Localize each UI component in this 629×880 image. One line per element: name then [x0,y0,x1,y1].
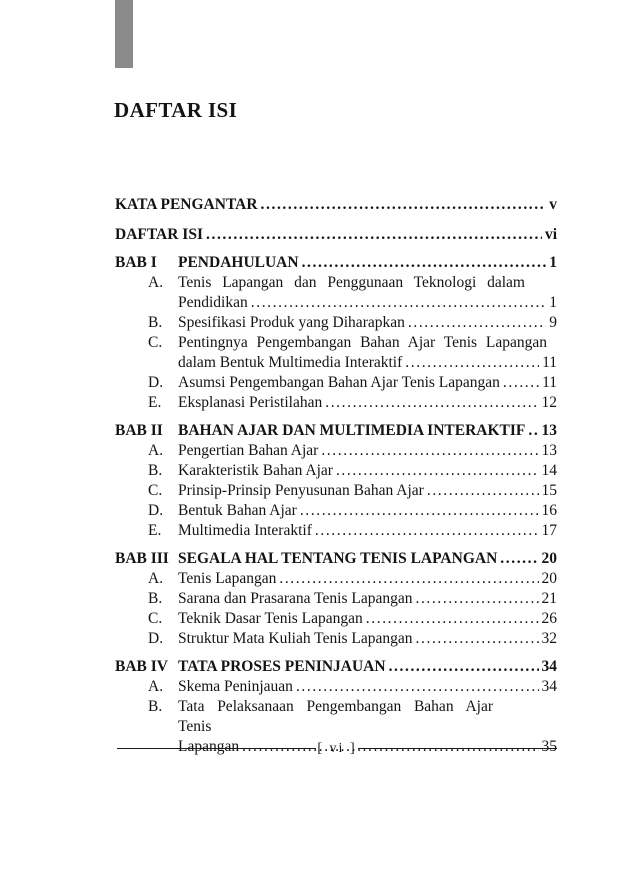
page-title: DAFTAR ISI [114,98,238,123]
toc-row-front-matter [115,195,557,215]
toc-page-number: 1 [549,294,557,311]
footer-rule-right [358,748,557,749]
subentry-letter: E. [148,394,162,411]
subentry-label: Eksplanasi Peristilahan [178,394,323,411]
subentry-text-block [178,273,557,313]
chapter-number: BAB IV [115,658,168,675]
dot-leader [315,521,539,541]
footer-page-number: [ vi ] [317,740,357,756]
toc-page-number: 13 [541,442,557,459]
subentry-letter: C. [148,610,163,627]
subentry-letter: C. [148,334,163,351]
dot-leader [427,481,539,501]
dot-leader [500,549,538,569]
chapter-number: BAB I [115,254,157,271]
dot-leader [408,313,546,333]
subentry-label: Pengertian Bahan Ajar [178,442,319,459]
dot-leader [251,293,547,313]
dot-leader [528,421,538,441]
toc-page-number: 17 [541,522,557,539]
page-footer [117,740,557,757]
dot-leader [416,629,539,649]
dot-leader [366,609,539,629]
toc-page-number: 34 [541,658,557,675]
subentry-label: Sarana dan Prasarana Tenis Lapangan [178,590,413,607]
subentry-label: Karakteristik Bahan Ajar [178,462,333,479]
toc-row-subentry [148,589,557,609]
subentry-letter: A. [148,570,164,587]
subentry-letter: B. [148,462,163,479]
toc-page-number: 1 [549,254,557,271]
toc-page-number: 13 [541,422,557,439]
toc-row-subentry [148,333,557,373]
toc-page-number: 21 [541,590,557,607]
toc-row-subentry [148,501,557,521]
subentry-label: Bentuk Bahan Ajar [178,502,297,519]
subentry-letter: D. [148,502,164,519]
subentry-line1: Tenis Lapangan dan Penggunaan Teknologi dalam [178,274,525,291]
toc-page-number: 11 [542,374,557,391]
toc-row-front-matter [115,225,557,245]
subentry-letter: D. [148,374,164,391]
chapter-title: SEGALA HAL TENTANG TENIS LAPANGAN [178,550,498,567]
subentry-line2: dalam Bentuk Multimedia Interaktif [178,354,403,371]
dot-leader [325,393,538,413]
toc-page-number: 34 [541,678,557,695]
dot-leader [302,253,547,273]
dot-leader [321,441,538,461]
toc-row-chapter [115,549,557,569]
toc-row-subentry [148,373,557,393]
subentry-label: Spesifikasi Produk yang Diharapkan [178,314,405,331]
toc-page-number: 32 [541,630,557,647]
toc-row-subentry [148,313,557,333]
subentry-letter: B. [148,698,163,715]
toc-page-number: 20 [541,570,557,587]
toc-row-subentry [148,393,557,413]
dot-leader [206,225,542,245]
toc-entry-label: DAFTAR ISI [115,226,203,243]
dot-leader [261,195,547,215]
subentry-label: Tenis Lapangan [178,570,277,587]
subentry-label: Teknik Dasar Tenis Lapangan [178,610,363,627]
dot-leader [405,353,539,373]
table-of-contents [115,195,557,757]
subentry-letter: C. [148,482,163,499]
toc-page-number: 12 [541,394,557,411]
chapter-number: BAB III [115,550,169,567]
chapter-title: TATA PROSES PENINJAUAN [178,658,386,675]
subentry-line1: Tata Pelaksanaan Pengembangan Bahan Ajar Tenis [178,698,493,735]
dot-leader [300,501,539,521]
footer-rule-left [117,748,316,749]
toc-row-subentry [148,609,557,629]
subentry-label: Multimedia Interaktif [178,522,312,539]
toc-row-subentry [148,273,557,313]
toc-page-number: 26 [541,610,557,627]
subentry-letter: A. [148,678,164,695]
subentry-label: Prinsip-Prinsip Penyusunan Bahan Ajar [178,482,424,499]
dot-leader [389,657,539,677]
subentry-letter: A. [148,274,164,291]
subentry-label: Asumsi Pengembangan Bahan Ajar Tenis Lapangan [178,374,500,391]
subentry-label: Skema Peninjauan [178,678,293,695]
toc-page-number: v [549,196,557,213]
subentry-letter: B. [148,590,163,607]
chapter-title: BAHAN AJAR DAN MULTIMEDIA INTERAKTIF [178,422,526,439]
toc-page-number: 11 [542,354,557,371]
toc-row-subentry [148,441,557,461]
toc-entry-label: KATA PENGANTAR [115,196,258,213]
dot-leader [279,569,538,589]
toc-page-number: 35 [541,738,557,755]
subentry-text-block [178,333,557,373]
chapter-title: PENDAHULUAN [178,254,299,271]
subentry-letter: B. [148,314,163,331]
toc-page-number: 15 [541,482,557,499]
subentry-label: Struktur Mata Kuliah Tenis Lapangan [178,630,413,647]
toc-page-number: 20 [541,550,557,567]
toc-row-subentry [148,569,557,589]
dot-leader [415,589,538,609]
toc-page-number: 9 [549,314,557,331]
subentry-line1: Pentingnya Pengembangan Bahan Ajar Tenis Lapangan [178,334,547,351]
chapter-number: BAB II [115,422,163,439]
subentry-line2: Pendidikan [178,294,248,311]
toc-row-chapter [115,421,557,441]
dot-leader [296,677,539,697]
toc-page-number: 16 [541,502,557,519]
toc-row-subentry [148,461,557,481]
toc-row-subentry [148,629,557,649]
subentry-letter: A. [148,442,164,459]
dot-leader [336,461,539,481]
toc-row-subentry [148,521,557,541]
header-accent-bar [115,0,133,68]
subentry-letter: D. [148,630,164,647]
toc-page-number: vi [544,226,557,243]
toc-page-number: 14 [541,462,557,479]
toc-row-chapter [115,657,557,677]
toc-row-subentry [148,677,557,697]
toc-row-chapter [115,253,557,273]
toc-row-subentry [148,481,557,501]
subentry-line2: Lapangan [178,738,240,755]
subentry-letter: E. [148,522,162,539]
dot-leader [503,373,539,393]
